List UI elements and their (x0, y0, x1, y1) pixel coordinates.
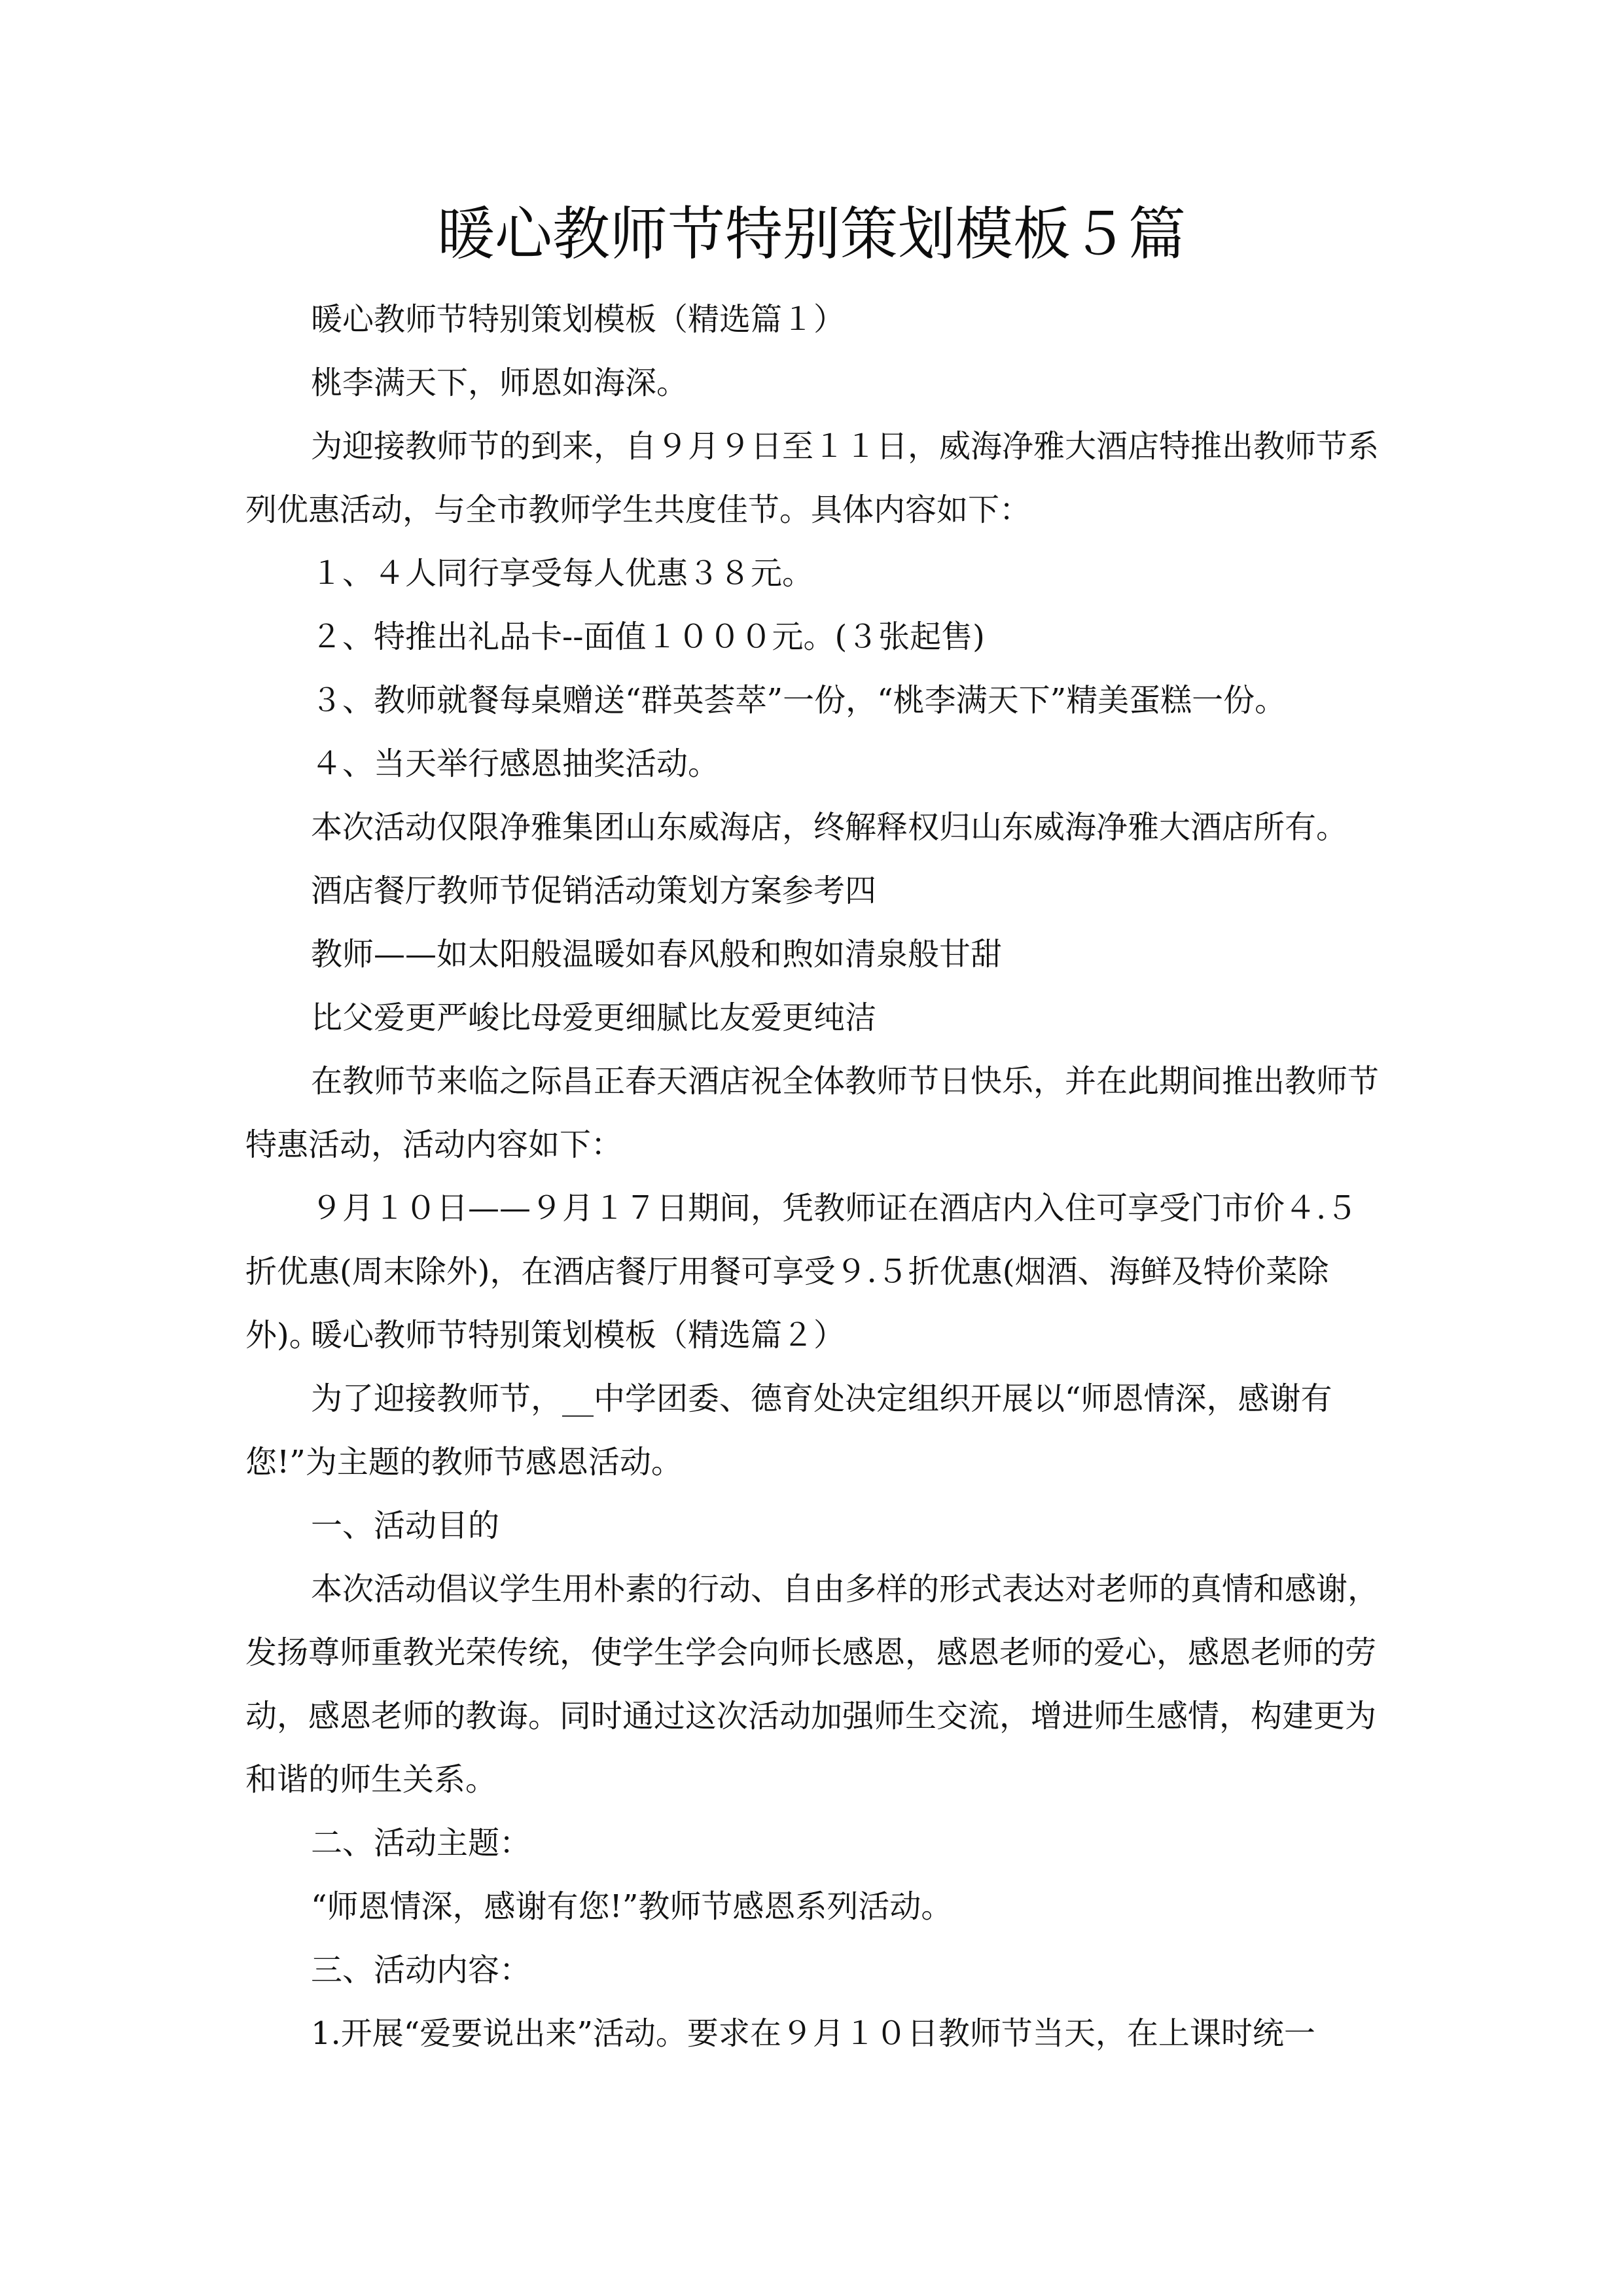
section-heading: 一、活动目的 (311, 1507, 500, 1544)
paragraph: 暖心教师节特别策划模板（精选篇１） (311, 301, 846, 338)
document-title: 暖心教师节特别策划模板５篇 (437, 200, 1186, 268)
paragraph: ３、教师就餐每桌赠送“群英荟萃”一份，“桃李满天下”精美蛋糕一份。 (311, 682, 1287, 719)
paragraph: 教师——如太阳般温暖如春风般和煦如清泉般甘甜 (311, 936, 1003, 973)
paragraph: ９月１０日——９月１７日期间，凭教师证在酒店内入住可享受门市价４.５折优惠(周末除外)，在酒店餐厅用餐可享受９.５折优惠(烟酒、海鲜及特价菜除外)。 (245, 1190, 1358, 1354)
paragraph: 在教师节来临之际昌正春天酒店祝全体教师节日快乐，并在此期间推出教师节特惠活动，活动内容如下： (245, 1063, 1380, 1163)
paragraph: 暖心教师节特别策划模板（精选篇２） (311, 1317, 846, 1354)
paragraph: 为了迎接教师节，__中学团委、德育处决定组织开展以“师恩情深，感谢有您!”为主题的教师节感恩活动。 (245, 1380, 1332, 1480)
section-heading: 二、活动主题： (311, 1825, 531, 1861)
paragraph: 比父爱更严峻比母爱更细腻比友爱更纯洁 (311, 999, 877, 1036)
paragraph: “师恩情深，感谢有您!”教师节感恩系列活动。 (311, 1888, 953, 1925)
paragraph: 本次活动仅限净雅集团山东威海店，终解释权归山东威海净雅大酒店所有。 (311, 809, 1348, 846)
paragraph: ２、特推出礼品卡--面值１０００元。(３张起售) (311, 619, 985, 655)
section-heading: 三、活动内容： (311, 1952, 531, 1988)
paragraph: 酒店餐厅教师节促销活动策划方案参考四 (311, 872, 877, 909)
paragraph: 桃李满天下，师恩如海深。 (311, 365, 688, 401)
paragraph: 为迎接教师节的到来，自９月９日至１１日，威海净雅大酒店特推出教师节系列优惠活动，与全市教师学生共度佳节。具体内容如下： (245, 428, 1380, 528)
paragraph: ４、当天举行感恩抽奖活动。 (311, 745, 720, 782)
paragraph: １、４人同行享受每人优惠３８元。 (311, 555, 814, 592)
paragraph: 1.开展“爱要说出来”活动。要求在９月１０日教师节当天，在上课时统一 (311, 2015, 1315, 2052)
paragraph: 本次活动倡议学生用朴素的行动、自由多样的形式表达对老师的真情和感谢，发扬尊师重教光荣传统，使学生学会向师长感恩，感恩老师的爱心，感恩老师的劳动，感恩老师的教诲。同时通过这次活动加强师生交流，增进师生感情，构建更为和谐的师生关系。 (245, 1571, 1380, 1798)
